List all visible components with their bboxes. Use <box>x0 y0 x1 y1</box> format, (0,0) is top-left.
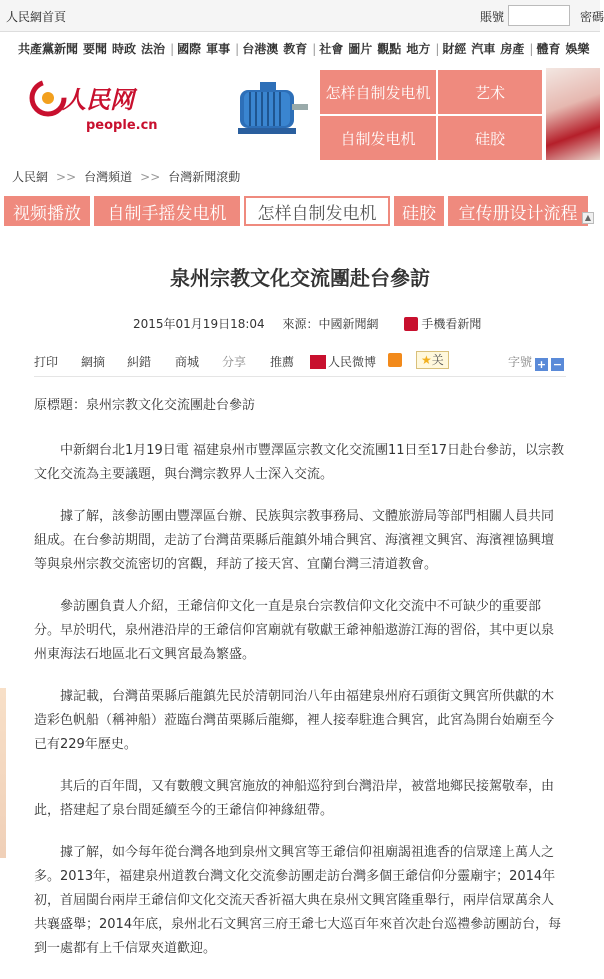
side-decoration <box>0 688 6 858</box>
article-title: 泉州宗教文化交流團赴台參訪 <box>170 266 430 290</box>
breadcrumb-link[interactable]: 人民網 <box>12 170 49 184</box>
font-increase-icon[interactable]: + <box>536 358 547 371</box>
motor-ad-image[interactable] <box>226 76 314 144</box>
account-label: 賬號 <box>480 10 505 24</box>
nav-item[interactable]: 要聞 <box>83 42 108 56</box>
nav-item[interactable]: 台港澳 <box>242 42 279 56</box>
weibo-label: 人民微博 <box>328 355 377 369</box>
bookmark-button[interactable]: 網摘 <box>81 355 106 369</box>
header <box>0 66 600 160</box>
article-paragraph: 中新網台北1月19日電 福建泉州市豐澤區宗教文化交流團11日至17日赴台參訪，以宗教文化交流為主要議題，與台灣宗教界人士深入交流。 <box>34 443 565 482</box>
star-icon: ★ <box>421 353 432 367</box>
article-paragraph: 據了解，該參訪團由豐澤區台辦、民族與宗教事務局、文體旅游局等部門相關人員共同組成。在台參訪期間，走訪了台灣苗栗縣后龍鎮外埔合興宮、海濱裡文興宮、海濱裡協興壇等與泉州宗教交流密切的宮觀，拜訪了接天宮、宜蘭台灣三清道教會。 <box>34 509 555 572</box>
article-body <box>34 394 566 979</box>
article-paragraph: 參訪團負責人介紹，王爺信仰文化一直是泉台宗教信仰文化交流中不可缺少的重要部分。早於明代，泉州港沿岸的王爺信仰宮廟就有敬獻王爺神船遨游江海的習俗，其中更以泉州東海法石地區北石文興宮最為繁盛。 <box>34 599 555 662</box>
publish-datetime: 2015年01月19日18:04 <box>133 317 265 331</box>
nav-separator: | <box>435 42 440 56</box>
nav-item[interactable]: 社會 <box>319 42 344 56</box>
scroll-up-icon[interactable]: ▲ <box>582 212 594 224</box>
article-meta <box>133 315 481 332</box>
header-ad-link[interactable]: 硅胶 <box>438 116 542 160</box>
nav-item[interactable]: 娛樂 <box>565 42 590 56</box>
nav-item[interactable]: 房產 <box>500 42 525 56</box>
mobile-news-label: 手機看新聞 <box>421 317 482 331</box>
nav-item[interactable]: 體育 <box>536 42 561 56</box>
breadcrumb-arrow: >> <box>140 170 161 184</box>
nav-item[interactable]: 財經 <box>442 42 467 56</box>
nav-separator: | <box>170 42 175 56</box>
nav-item[interactable]: 教育 <box>283 42 308 56</box>
mobile-news-link[interactable] <box>404 317 481 331</box>
print-button[interactable]: 打印 <box>34 355 59 369</box>
font-size-control <box>508 353 564 371</box>
article-toolbar <box>34 345 566 377</box>
header-ad-link[interactable]: 怎样自制发电机 <box>320 70 436 114</box>
nav-separator: | <box>529 42 534 56</box>
weibo-icon <box>310 355 326 369</box>
article-paragraph: 據記載，台灣苗栗縣后龍鎮先民於清朝同治八年由福建泉州府石頭街文興宮所供獻的木造彩色帆船（稱神船）蒞臨台灣苗栗縣后龍鄉，裡人接奉駐進合興宮，此宮為開台始廟至今已有229年歷史。 <box>34 689 555 752</box>
mall-link[interactable]: 商城 <box>175 355 200 369</box>
main-nav <box>18 40 595 58</box>
logo-text-en: people.cn <box>86 118 158 133</box>
follow-button[interactable] <box>416 351 449 369</box>
correct-error-button[interactable]: 糾錯 <box>127 355 152 369</box>
rss-link[interactable] <box>388 353 402 367</box>
nav-separator: | <box>235 42 240 56</box>
nav-item[interactable]: 軍事 <box>206 42 231 56</box>
follow-label: 关 <box>431 353 444 367</box>
people-logo[interactable] <box>28 78 178 138</box>
font-decrease-icon[interactable]: − <box>552 358 563 371</box>
ad-link[interactable]: 自制手摇发电机 <box>94 196 240 226</box>
ad-link[interactable]: 硅胶 <box>394 196 444 226</box>
source-link[interactable]: 中國新聞網 <box>318 317 379 331</box>
nav-item[interactable]: 國際 <box>177 42 202 56</box>
breadcrumb-link[interactable]: 台灣頻道 <box>84 170 133 184</box>
article-paragraph: 據了解，如今每年從台灣各地到泉州文興宮等王爺信仰祖廟謁祖進香的信眾達上萬人之多。2013年，福建泉州道教台灣文化交流參訪團走訪台灣多個王爺信仰分靈廟宇；2014年初，首屆閩台兩岸王爺信仰文化交流天香祈福大典在泉州文興宮隆重舉行，兩岸信眾萬余人共襄盛舉；2014年底，泉州北石文興宮三府王爺七大巡百年來首次赴台巡禮參訪團訪台，每到一處都有上千信眾夾道歡迎。 <box>34 845 562 956</box>
header-ad-link[interactable]: 艺术 <box>438 70 542 114</box>
flower-ad-image[interactable] <box>546 68 600 160</box>
header-ad-link[interactable]: 自制发电机 <box>320 116 436 160</box>
rss-icon <box>388 353 402 367</box>
ad-link[interactable]: 宣传册设计流程 <box>448 196 588 226</box>
recommend-button[interactable]: 推薦 <box>270 355 295 369</box>
nav-item[interactable]: 時政 <box>112 42 137 56</box>
top-bar <box>0 0 604 32</box>
follow-box <box>416 351 449 369</box>
source-label: 來源： <box>282 317 319 331</box>
nav-item[interactable]: 觀點 <box>377 42 402 56</box>
share-label: 分享 <box>222 355 247 369</box>
article-paragraph: 其后的百年間，又有數艘文興宮施放的神船巡狩到台灣沿岸，被當地鄉民接駕敬奉，由此，搭建起了泉台間延續至今的王爺信仰神緣紐帶。 <box>34 779 555 818</box>
logo-text-cn: 人民网 <box>62 85 134 114</box>
weibo-link[interactable] <box>310 353 376 370</box>
original-title: 原標題：泉州宗教文化交流團赴台參訪 <box>34 398 256 413</box>
header-ad-grid <box>320 70 542 160</box>
home-link[interactable]: 人民網首頁 <box>6 10 67 24</box>
nav-item[interactable]: 共產黨新聞 <box>18 42 79 56</box>
ad-link[interactable]: 视频播放 <box>4 196 90 226</box>
nav-separator: | <box>312 42 317 56</box>
font-size-label: 字號 <box>508 355 533 369</box>
nav-item[interactable]: 地方 <box>406 42 431 56</box>
source-info <box>283 317 379 331</box>
breadcrumb <box>12 168 240 185</box>
password-label: 密碼 <box>580 10 604 24</box>
mobile-phone-icon <box>404 317 418 331</box>
nav-item[interactable]: 汽車 <box>471 42 496 56</box>
ad-link[interactable]: 怎样自制发电机 <box>244 196 390 226</box>
breadcrumb-link[interactable]: 台灣新聞滾動 <box>168 170 241 184</box>
nav-item[interactable]: 圖片 <box>348 42 373 56</box>
account-input[interactable] <box>508 5 570 26</box>
breadcrumb-arrow: >> <box>56 170 77 184</box>
nav-item[interactable]: 法治 <box>141 42 166 56</box>
